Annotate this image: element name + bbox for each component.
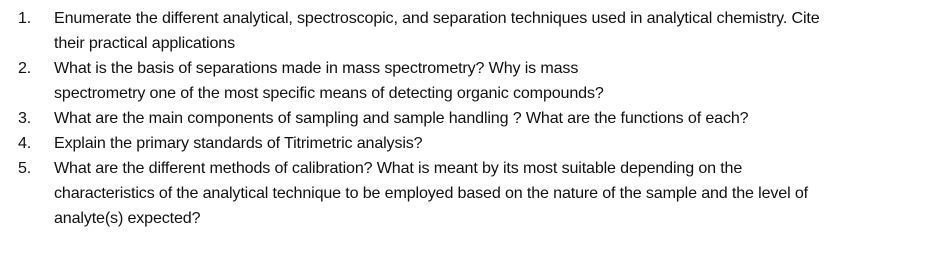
question-text-line: their practical applications	[54, 34, 235, 52]
question-number: 4.	[18, 134, 32, 152]
question-text-line: spectrometry one of the most specific means of detecting organic compounds?	[54, 84, 604, 102]
question-text-line: analyte(s) expected?	[54, 209, 201, 227]
question-text-line: characteristics of the analytical technique to be employed based on the nature of the sample and the level of	[54, 184, 808, 202]
question-item	[0, 56, 942, 106]
question-number: 5.	[18, 159, 32, 177]
question-text-line: What are the different methods of calibration? What is meant by its most suitable depending on the	[54, 159, 743, 177]
question-number: 1.	[18, 9, 32, 27]
question-item	[0, 156, 942, 231]
question-text-line: What is the basis of separations made in mass spectrometry? Why is mass	[54, 59, 579, 77]
question-text-line: What are the main components of sampling and sample handling ? What are the functions of each?	[54, 109, 749, 127]
question-number: 3.	[18, 109, 32, 127]
question-item	[0, 106, 942, 131]
question-text-line: Explain the primary standards of Titrimetric analysis?	[54, 134, 423, 152]
question-number: 2.	[18, 59, 32, 77]
question-item	[0, 131, 942, 156]
question-item	[0, 6, 942, 56]
question-list	[0, 6, 942, 231]
question-text-line: Enumerate the different analytical, spectroscopic, and separation techniques used in analytical chemistry. Cite	[54, 9, 820, 27]
